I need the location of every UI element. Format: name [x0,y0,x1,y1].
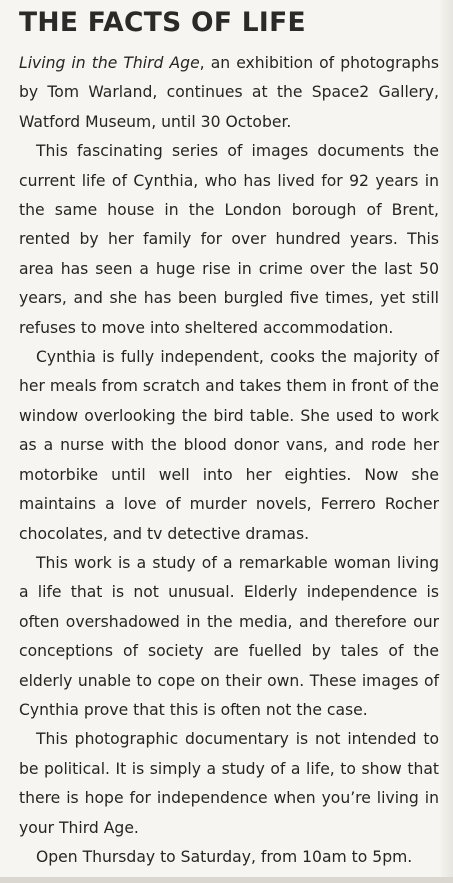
exhibition-title: Living in the Third Age [19,54,200,72]
intro-paragraph [19,49,439,137]
intro-text: , an exhibition of photographs by Tom Warland, continues at the Space2 Gallery, Watford Museum, until 30 October. [19,54,439,131]
body-paragraph: This photographic documentary is not intended to be political. It is simply a study of a life, to show that there is hope for independence when you’re living in your Third Age. [19,730,439,837]
adjacent-column-edge [441,0,453,883]
article-title: THE FACTS OF LIFE [19,7,306,38]
page-bottom-edge [0,877,453,883]
body-paragraph: This work is a study of a remarkable woman living a life that is not unusual. Elderly independence is often overshadowed in the media, and therefore our conceptions of society are fuelled by tales of the elderly unable to cope on their own. These images of Cynthia prove that this is often not the case. [19,553,439,719]
article [19,6,439,872]
body-paragraph: Cynthia is fully independent, cooks the majority of her meals from scratch and takes them in front of the window overlooking the bird table. She used to work as a nurse with the blood donor vans, and rode her motorbike until well into her eighties. Now she maintains a love of murder novels, Ferrero Rocher chocolates, and tv detective dramas. [19,348,439,543]
body-paragraph: This fascinating series of images documents the current life of Cynthia, who has lived for 92 years in the same house in the London borough of Brent, rented by her family for over hundred years. This area has seen a huge rise in crime over the last 50 years, and she has been burgled five times, yet still refuses to move into sheltered accommodation. [19,142,439,337]
opening-hours: Open Thursday to Saturday, from 10am to 5pm. [36,847,413,866]
